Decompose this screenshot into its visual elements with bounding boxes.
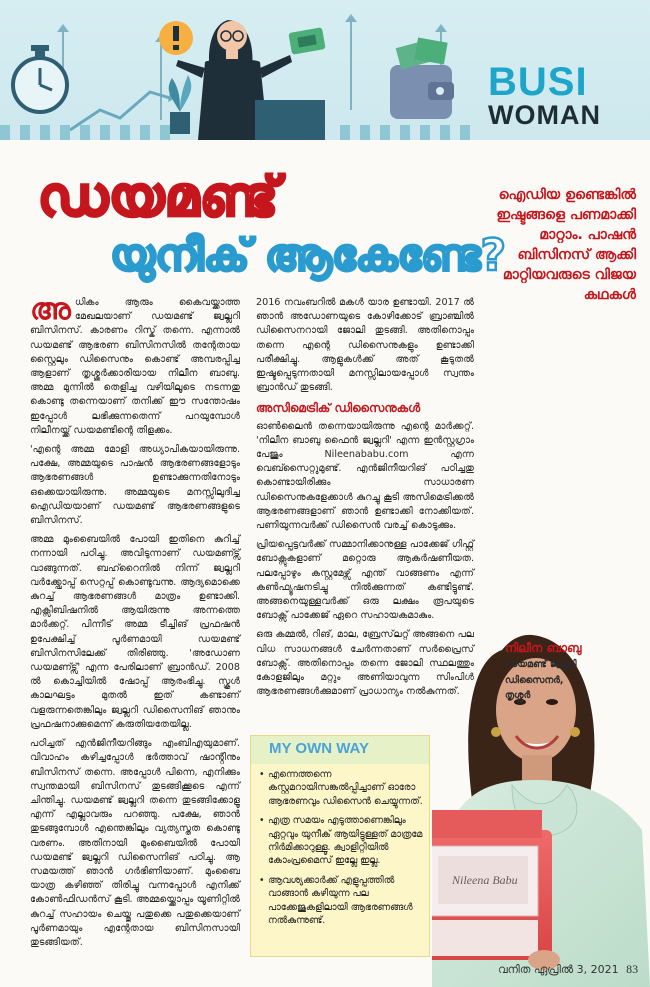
paragraph: 'എന്റെ അമ്മ മോളി അധ്യാപികയായിരുന്നു. പക്ഷേ, അമ്മയുടെ പാഷൻ ആഭരണങ്ങളോടും ആഭരണങ്ങൾ ഉണ്ടാക്കുന്നതിനോടും ഒക്കെയായിരുന്നു. അമ്മയുടെ മനസ്സിലുദിച്ച ഐഡിയയാണ് ഡയമണ്ട് ആഭരണങ്ങളുടെ ബിസിനസ്. [30, 444, 240, 527]
laptop-icon [255, 100, 325, 140]
paragraph: ഒരു കമ്മൽ, റിങ്, മാല, ബ്രേസ്‌ലറ്റ് അങ്ങനെ പല വിധ സാധനങ്ങൾ ചേർന്നതാണ് സർപ്രൈസ് ബോക്സ്. അതിനൊപ്പം തന്നെ ജോലി സ്ഥലത്തും കോളജിലും മറ്റും അണിയാവുന്ന സിംപിൾ ആഭരണങ്ങൾക്കുമാണ് പ്രാധാന്യം നൽകുന്നത്. [256, 629, 474, 698]
my-own-way-box [250, 735, 430, 957]
headline-line2: യുനീക് ആകേണ്ടേ? [110, 230, 506, 281]
box-brand-text: Nileena Babu [452, 873, 518, 887]
page-number: 83 [626, 962, 639, 976]
plant-icon [169, 75, 192, 134]
caption-location: തൃശ്ശൂർ [505, 690, 531, 701]
caption-role: ഡിസൈനർ, [505, 674, 564, 686]
section-label-line2: WOMAN [488, 100, 601, 130]
paragraph: അധികം ആരും കൈവയ്ക്കാത്ത മേഖലയാണ് ഡയമണ്ട് ജ്വല്ലറി ബിസിനസ്. കാരണം റിസ്ക് തന്നെ. എന്നാൽ ഡയമണ്ട് ആഭരണ ബിസിനസിൽ തന്റേതായ സ്റ്റൈലും ഡിസൈനും കൊണ്ട് അമ്പരപ്പിച്ച ആളാണ് തൃശ്ശൂർക്കാരിയായ നിലീന ബാബു. അമ്മ മുന്നിൽ തെളിച്ച വഴിയിലൂടെ നടന്നതു കൊണ്ടു തന്നെയാണ് തനിക്ക് ഈ സന്തോഷം ഇപ്പോൾ ലഭിക്കുന്നതെന്ന് പറയുമ്പോൾ നിലീനയ്ക്ക് ഡയമണ്ടിന്റെ തിളക്കം. [30, 292, 240, 436]
header-illustration [0, 0, 650, 140]
headline-line1: ഡയമണ്ട് [38, 165, 279, 228]
subheading: അസിമെട്രിക് ഡിസൈനുകൾ [256, 401, 421, 416]
list-item: • ആവശ്യക്കാർക്ക് എളുപ്പത്തിൽ വാങ്ങാൻ കഴിയുന്ന പല പാക്കേജുകളിലായി ആഭരണങ്ങൾ നൽകുന്നുണ്ട്. [259, 874, 423, 928]
cash-icon [288, 27, 325, 55]
list-item: • എന്നെത്തന്നെ കസ്റ്റമറായിസങ്കൽപ്പിച്ചാണ് ഓരോ ആഭരണവും ഡിസൈൻ ചെയ്യുന്നത്. [259, 768, 423, 808]
paragraph: അമ്മ മുംബൈയിൽ പോയി ഇതിനെ കുറിച്ച് നന്നായി പഠിച്ചു. അവിടുന്നാണ് ഡയമണ്ട്സ് വാങ്ങുന്നത്. ബഹ്റൈനിൽ നിന്ന് ജ്വല്ലറി വർക്ക്ഷോപ്പ് സെറ്റപ്പ് കൊണ്ടുവന്നു. ആദ്യമൊക്കെ കുറച്ച് ആഭരണങ്ങൾ മാത്രം ഉണ്ടാക്കി. എക്സിബിഷനിൽ ആയിരുന്നു അന്നത്തെ മാർക്കറ്റ്. പിന്നീട് അമ്മ ടീച്ചിങ് പ്രഫഷൻ ഉപേക്ഷിച്ച് പൂർണമായി ഡയമണ്ട് ബിസിനസിലേക്ക് തിരിഞ്ഞു. 'അഡോണ ഡയമണ്ട്സ്' എന്ന പേരിലാണ് ബ്രാൻഡ്. 2008 ൽ കൊച്ചിയിൽ ഷോപ്പ് ആരംഭിച്ചു. സ്കൂൾ കാലഘട്ടം മുതൽ ഇത് കണ്ടാണ് വളരുന്നതെങ്കിലും ജ്വല്ലറി ഡിസൈനിങ് ഞാനും പ്രഫഷനാക്കുമെന്ന് കരുതിയതേയില്ല. [30, 534, 240, 730]
wallet-icon [390, 38, 454, 119]
dropcap: അ [30, 292, 71, 327]
exclamation-icon [159, 21, 193, 55]
tips-list [251, 764, 429, 927]
deck-text: ഐഡിയ ഉണ്ടെങ്കിൽ ഇഷ്ടങ്ങളെ പണമാക്കി മാറ്റാം. പാഷൻ ബിസിനസ് ആക്കി മാറ്റിയവരുടെ വിജയ കഥകൾ [496, 187, 636, 303]
paragraph: ഓൺലൈൻ തന്നെയായിരുന്നു എന്റെ മാർക്കറ്റ്. 'നിലീന ബാബു ഫൈൻ ജ്വല്ലറി' എന്ന ഇൻസ്റ്റഗ്രാം പേജും Nileenababu.com എന്ന വെബ്സൈറ്റുമുണ്ട്. എൻജിനീയറിങ് പഠിച്ചതു കൊണ്ടായിരിക്കും സാധാരണ ഡിസൈനുകളേക്കാൾ കുറച്ചു കൂടി അസിമെട്രിക്കൽ ആഭരണങ്ങളാണ് ഞാൻ ഉണ്ടാക്കി നോക്കിയത്. പണിയുന്നവർക്ക് ഡിസൈൻ വരച്ച് കൊടുക്കും. [256, 420, 474, 532]
my-own-way-title: MY OWN WAY [251, 736, 429, 764]
paragraph: പ്രിയപ്പെട്ടവർക്ക് സമ്മാനിക്കാനുള്ള പാക്കേജ് ഗിഫ്റ്റ് ബോക്സുകളാണ് മറ്റൊരു ആകർഷണീയത. പലപ്പോഴും കസ്റ്റമേഴ്സ് എന്ത് വാങ്ങണം എന്ന് കൺഫ്യൂഷനടിച്ചു നിൽക്കുന്നത് കണ്ടിട്ടുണ്ട്. അങ്ങനെയുള്ളവർക്ക് ഒരു ലക്ഷം രൂപയുടെ ബോക്സ് പാക്കേജ് ഏറെ സഹായകമാകും. [256, 539, 474, 622]
photo-caption [505, 640, 645, 703]
paragraph: പഠിച്ചത് എൻജിനീയറിങ്ങും എംബിഎയുമാണ്. വിവാഹം കഴിച്ചപ്പോൾ ഭർത്താവ് ഷാൻ്റിനും ബിസിനസ് തന്നെ. അപ്പോൾ പിന്നെ, എനിക്കും സ്വന്തമായി ബിസിനസ് തുടങ്ങിക്കൂടെ എന്ന് ചിന്തിച്ചു. ഡയമണ്ട് ജ്വല്ലറി തന്നെ തുടങ്ങിക്കോളൂ എന്ന് എല്ലാവരും പറഞ്ഞു. പക്ഷേ, ഞാൻ തുടങ്ങുമ്പോൾ എന്തെങ്കിലും വ്യത്യസ്തത കൊണ്ടു വരണം. അതിനായി മുംബൈയിൽ പോയി ഡയമണ്ട് ജ്വല്ലറി ഡിസൈനിങ് പഠിച്ചു. ആ സമയത്ത് ഞാൻ ഗർഭിണിയാണ്. മുംബൈ യാത്ര കഴിഞ്ഞ് തിരിച്ചു വന്നപ്പോൾ എനിക്ക് കോൺഫിഡൻസ് കൂടി. അമ്മയ്ക്കൊപ്പം യൂണിറ്റിൽ കുറച്ച് സഹായം ചെയ്തു പതുക്കെ പതുക്കെയാണ് പൂർണമായും എന്റേതായ ബിസിനസായി തുടങ്ങിയത്. [30, 738, 240, 948]
list-item: • എത്ര സമയം എടുത്താണെങ്കിലും ഏറ്റവും യുനീക് ആയിട്ടുള്ളത് മാത്രമേ നിർമിക്കാറുള്ളൂ. ക്വാളിറ്റിയിൽ കോംപ്രമൈസ് ഇല്ലേ ഇല്ല. [259, 814, 423, 868]
caption-role: ഡയമണ്ട് ജ്വല്ലറി [505, 659, 577, 670]
caption-name: നിലീന ബാബു [505, 641, 582, 655]
section-label-line1: BUSI [488, 60, 588, 104]
page-footer [498, 962, 638, 977]
magazine-name: വനിത [498, 963, 531, 976]
paragraph: 2016 നവംബറിൽ മകൾ യാര ഉണ്ടായി. 2017 ൽ ഞാൻ അഡോണയുടെ കോഴിക്കോട് ബ്രാഞ്ചിൽ ഡിസൈനറായി ജോലി തുടങ്ങി. അതിനൊപ്പം തന്നെ എന്റെ ഡിസൈനുകളും ഉണ്ടാക്കി പരീക്ഷിച്ചു. ആളുകൾക്ക് അത് കൂടുതൽ ഇഷ്ടപ്പെടുന്നതായി മനസ്സിലായപ്പോൾ സ്വന്തം ബ്രാൻഡ് തുടങ്ങി. [256, 297, 474, 394]
stopwatch-icon [13, 45, 67, 112]
issue-date: ഏപ്രിൽ 3, 2021 [533, 963, 619, 976]
article-column-1 [30, 292, 240, 955]
